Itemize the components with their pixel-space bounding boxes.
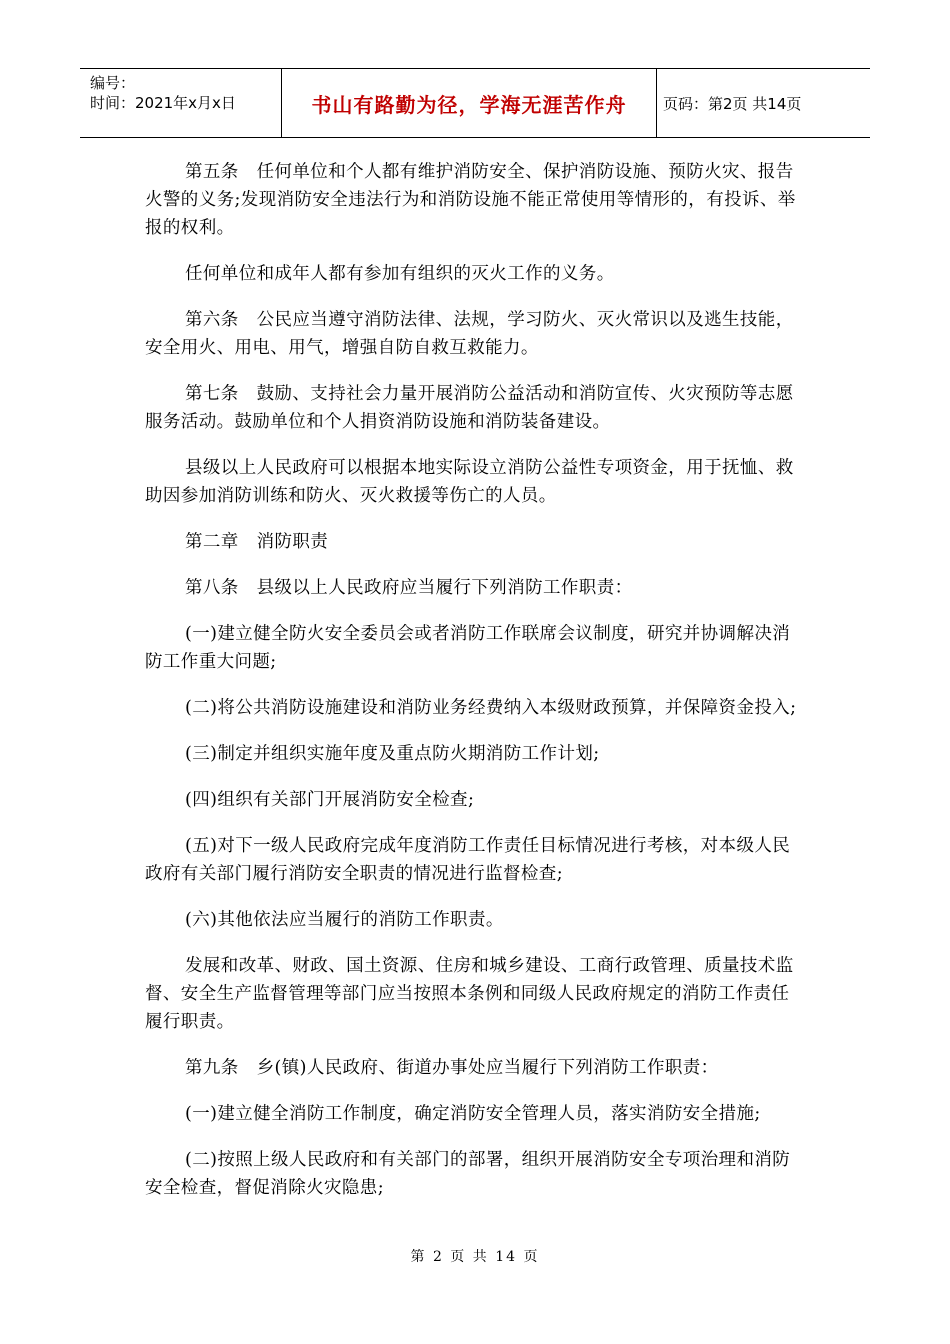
header-meta bbox=[80, 69, 282, 137]
paragraph: 任何单位和成年人都有参加有组织的灭火工作的义务。 bbox=[185, 264, 615, 284]
paragraph: 第六条 公民应当遵守消防法律、法规，学习防火、灭火常识以及逃生技能，安全用火、用电、用气，增强自防自救互救能力。 bbox=[145, 310, 794, 358]
chapter-heading: 第二章 消防职责 bbox=[185, 532, 329, 552]
header-page-info: 页码：第2页 共14页 bbox=[663, 94, 802, 113]
serial-label: 编号： bbox=[90, 74, 136, 92]
paragraph: (一)建立健全消防工作制度，确定消防安全管理人员，落实消防安全措施; bbox=[185, 1104, 761, 1124]
paragraph: (五)对下一级人民政府完成年度消防工作责任目标情况进行考核，对本级人民政府有关部门履行消防安全职责的情况进行监督检查; bbox=[145, 836, 791, 884]
paragraph: (二)将公共消防设施建设和消防业务经费纳入本级财政预算，并保障资金投入; bbox=[185, 698, 797, 718]
paragraph: 第五条 任何单位和个人都有维护消防安全、保护消防设施、预防火灾、报告火警的义务;发现消防安全违法行为和消防设施不能正常使用等情形的，有投诉、举报的权利。 bbox=[145, 162, 796, 238]
date-label: 时间：2021年x月x日 bbox=[90, 94, 236, 112]
paragraph: (一)建立健全防火安全委员会或者消防工作联席会议制度，研究并协调解决消防工作重大问题; bbox=[145, 624, 791, 672]
paragraph: 县级以上人民政府可以根据本地实际设立消防公益性专项资金，用于抚恤、救助因参加消防训练和防火、灭火救援等伤亡的人员。 bbox=[145, 458, 794, 506]
document-header bbox=[80, 68, 870, 138]
paragraph: (三)制定并组织实施年度及重点防火期消防工作计划; bbox=[185, 744, 600, 764]
page-footer: 第 2 页 共 14 页 bbox=[410, 1249, 540, 1265]
header-motto: 书山有路勤为径，学海无涯苦作舟 bbox=[282, 69, 657, 137]
paragraph: (六)其他依法应当履行的消防工作职责。 bbox=[185, 910, 504, 930]
paragraph: 发展和改革、财政、国土资源、住房和城乡建设、工商行政管理、质量技术监督、安全生产监督管理等部门应当按照本条例和同级人民政府规定的消防工作责任履行职责。 bbox=[145, 956, 794, 1032]
paragraph: 第九条 乡(镇)人民政府、街道办事处应当履行下列消防工作职责： bbox=[185, 1058, 719, 1078]
document-body bbox=[145, 158, 805, 1220]
paragraph: (四)组织有关部门开展消防安全检查; bbox=[185, 790, 475, 810]
paragraph: 第七条 鼓励、支持社会力量开展消防公益活动和消防宣传、火灾预防等志愿服务活动。鼓励单位和个人捐资消防设施和消防装备建设。 bbox=[145, 384, 794, 432]
paragraph: 第八条 县级以上人民政府应当履行下列消防工作职责： bbox=[185, 578, 633, 598]
paragraph: (二)按照上级人民政府和有关部门的部署，组织开展消防安全专项治理和消防安全检查，督促消除火灾隐患; bbox=[145, 1150, 791, 1198]
